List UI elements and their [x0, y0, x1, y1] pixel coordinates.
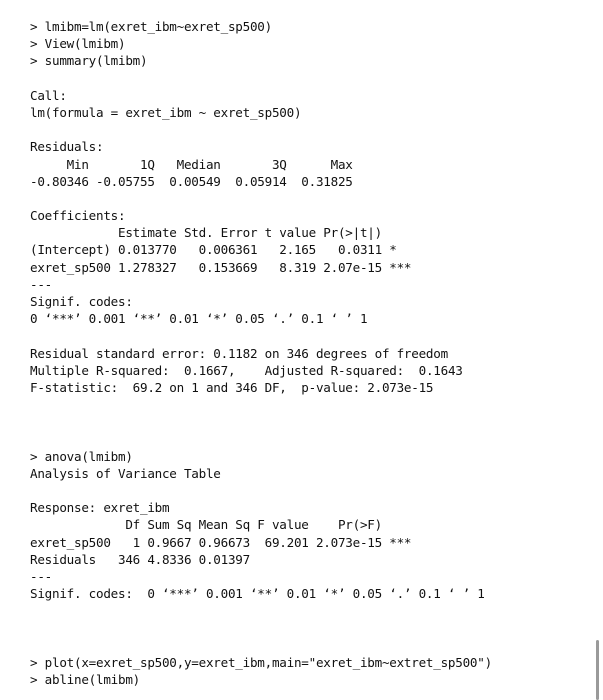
blank-line	[30, 431, 589, 448]
blank-line	[30, 70, 589, 87]
console-output-line: Residual standard error: 0.1182 on 346 degrees of freedom	[30, 345, 448, 361]
coefficients-header-row: Estimate Std. Error t value Pr(>|t|)	[30, 225, 412, 241]
console-output-line: Analysis of Variance Table	[30, 465, 221, 481]
console-command: > anova(lmibm)	[30, 448, 133, 464]
blank-line	[30, 602, 589, 619]
blank-line	[30, 637, 589, 654]
console-command: > lmibm=lm(exret_ibm~exret_sp500)	[30, 19, 272, 34]
coefficients-row: exret_sp500 1.278327 0.153669 8.319 2.07e-15 ***	[30, 259, 412, 275]
console-output-line: F-statistic: 69.2 on 1 and 346 DF, p-value: 2.073e-15	[30, 379, 434, 395]
blank-line	[30, 190, 589, 207]
console-command: > plot(x=exret_sp500,y=exret_ibm,main="exret_ibm~extret_sp500")	[30, 654, 492, 670]
r-console-output	[30, 18, 589, 700]
anova-row: exret_sp500 1 0.9667 0.96673 69.201 2.073e-15 ***	[30, 534, 412, 550]
console-output-line: Response: exret_ibm	[30, 500, 170, 516]
blank-line	[30, 482, 589, 499]
console-output-line: Signif. codes:	[30, 294, 148, 309]
console-output-line: Multiple R-squared: 0.1667, Adjusted R-squared: 0.1643	[30, 362, 470, 378]
console-output-line: ---	[30, 569, 52, 584]
anova-header-row: Df Sum Sq Mean Sq F value Pr(>F)	[30, 517, 412, 533]
console-output-line: ---	[30, 276, 52, 292]
anova-row: Residuals 346 4.8336 0.01397	[30, 551, 412, 567]
console-output-line: Residuals:	[30, 139, 104, 155]
residuals-values-row: -0.80346 -0.05755 0.00549 0.05914 0.31825	[30, 173, 360, 189]
coefficients-row: (Intercept) 0.013770 0.006361 2.165 0.0311 *	[30, 242, 412, 258]
signif-codes-line: 0 ‘***’ 0.001 ‘**’ 0.01 ‘*’ 0.05 ‘.’ 0.1 ‘ ’ 1	[30, 311, 368, 327]
console-command: > abline(lmibm)	[30, 672, 140, 688]
signif-codes-line: Signif. codes: 0 ‘***’ 0.001 ‘**’ 0.01 ‘*’ 0.05 ‘.’ 0.1 ‘ ’ 1	[30, 586, 485, 602]
blank-line	[30, 396, 589, 413]
console-command: > summary(lmibm)	[30, 53, 148, 69]
blank-line	[30, 620, 589, 637]
console-output-line: lm(formula = exret_ibm ~ exret_sp500)	[30, 104, 302, 120]
blank-line	[30, 327, 589, 344]
blank-line	[30, 413, 589, 430]
blank-line	[30, 121, 589, 138]
residuals-header-row: Min 1Q Median 3Q Max	[30, 156, 360, 172]
console-output-line: Call:	[30, 87, 67, 103]
vertical-scrollbar[interactable]	[596, 640, 599, 700]
console-output-line: Coefficients:	[30, 208, 126, 224]
console-command: > View(lmibm)	[30, 36, 126, 52]
